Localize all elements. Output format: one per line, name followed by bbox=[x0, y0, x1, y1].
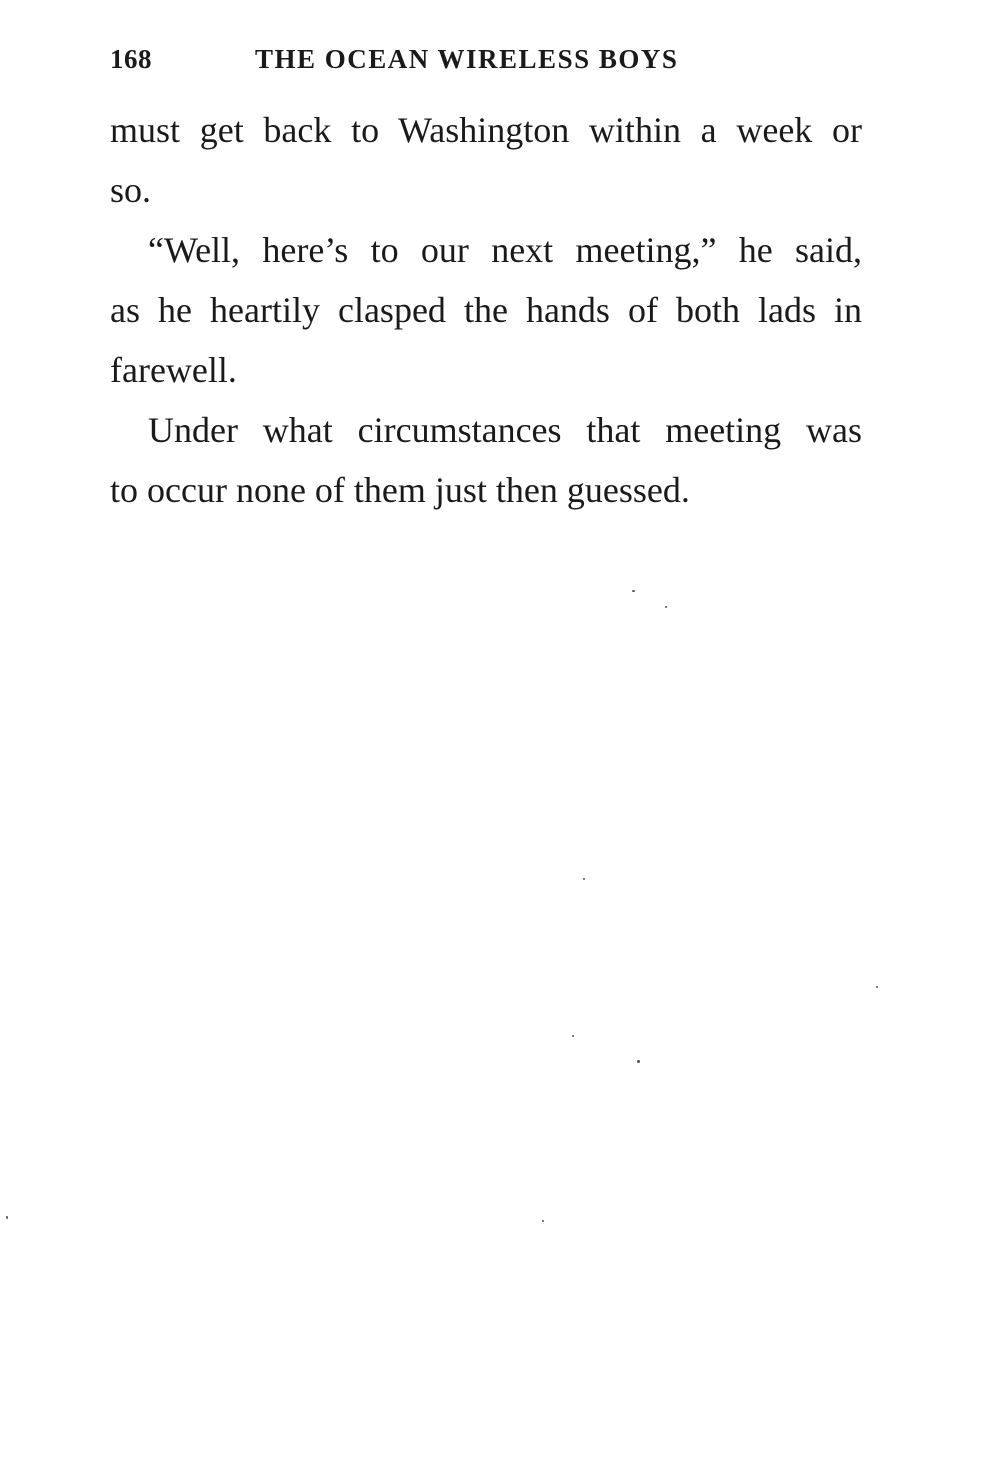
scan-speck bbox=[876, 986, 878, 988]
page-number: 168 bbox=[110, 44, 152, 74]
body-text bbox=[110, 100, 862, 520]
scan-speck bbox=[665, 606, 667, 608]
text-line: must get back to Washington within a week or bbox=[110, 110, 862, 150]
scan-speck bbox=[6, 1216, 8, 1219]
scan-speck bbox=[632, 590, 635, 592]
text-line: to occur none of them just then guessed. bbox=[110, 470, 690, 510]
text-line: “Well, here’s to our next meeting,” he said, bbox=[148, 230, 862, 270]
text-line: farewell. bbox=[110, 350, 237, 390]
scan-speck bbox=[542, 1220, 544, 1222]
scan-speck bbox=[583, 878, 585, 880]
scan-speck bbox=[637, 1060, 640, 1063]
running-head bbox=[110, 44, 870, 84]
text-line: so. bbox=[110, 170, 152, 210]
text-line: as he heartily clasped the hands of both lads in bbox=[110, 290, 862, 330]
book-title: THE OCEAN WIRELESS BOYS bbox=[255, 44, 679, 74]
text-line: Under what circumstances that meeting was bbox=[148, 410, 862, 450]
scan-speck bbox=[572, 1035, 574, 1037]
